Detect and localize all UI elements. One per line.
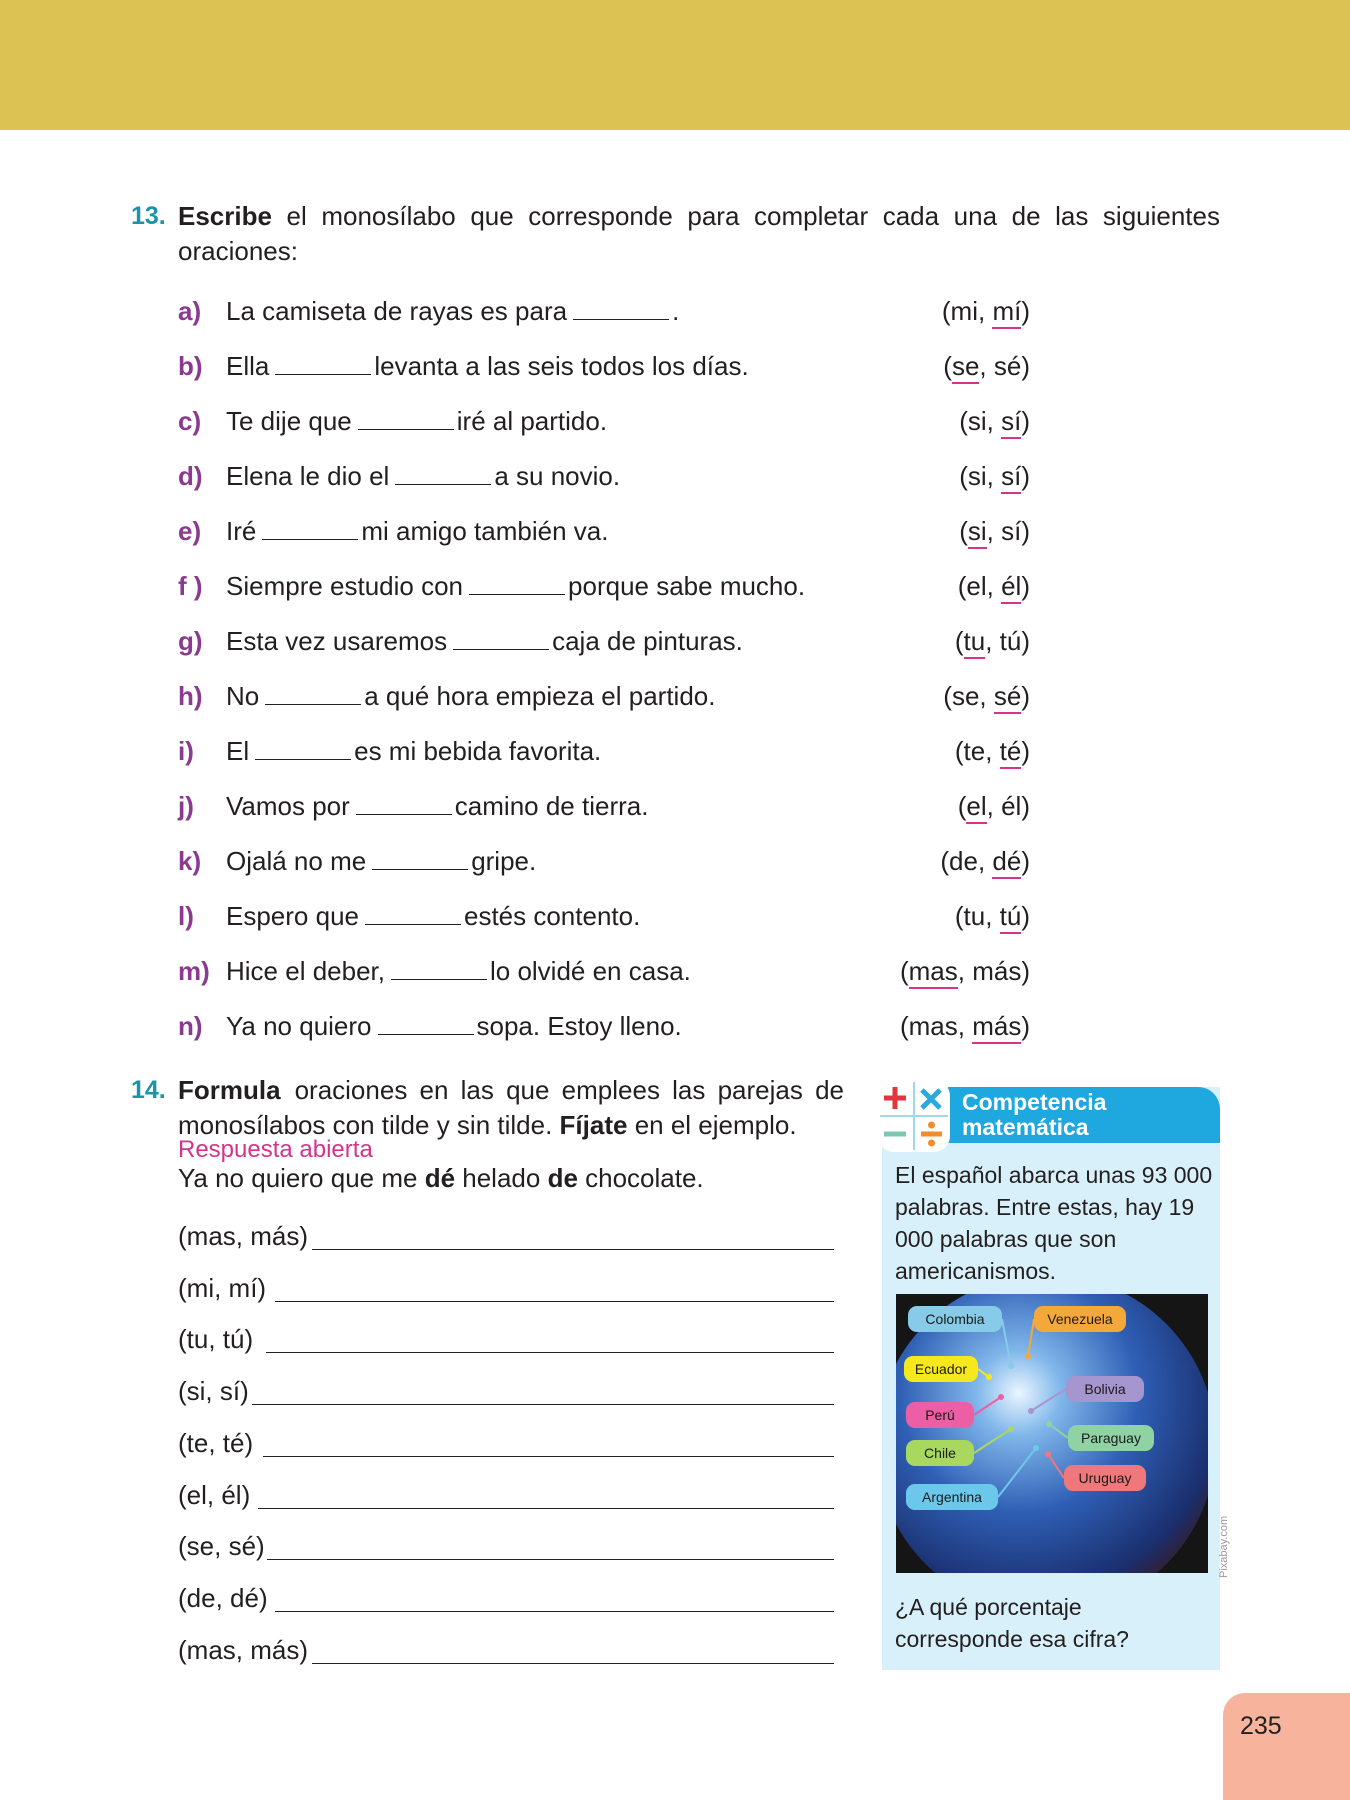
answer-line[interactable] (252, 1404, 834, 1405)
answer-line[interactable] (266, 1352, 834, 1353)
item-text-after: porque sabe mucho. (568, 571, 806, 601)
globe-image (896, 1294, 1208, 1573)
item-letter: b) (178, 351, 203, 381)
item-letter: d) (178, 461, 203, 491)
arrow-head (1045, 1451, 1051, 1457)
item-text-after: sopa. Estoy lleno. (476, 1011, 682, 1041)
pair-label: (mas, más) (178, 1634, 308, 1665)
pair-label: (tu, tú) (178, 1324, 254, 1355)
item-sentence (226, 351, 749, 382)
item-options: (si, sí) (959, 461, 1030, 492)
answer-blank[interactable] (391, 957, 487, 980)
item-letter: c) (178, 406, 202, 436)
item-text-before: Vamos por (226, 791, 350, 821)
exercise-13-item (178, 351, 1030, 391)
exercise-13-item (178, 461, 1030, 501)
option-1: se (951, 681, 980, 711)
item-text-after: caja de pinturas. (552, 626, 743, 656)
answer-blank[interactable] (275, 352, 371, 375)
answer-line[interactable] (263, 1456, 834, 1457)
answer-blank[interactable] (255, 737, 351, 760)
item-text-before: Esta vez usaremos (226, 626, 448, 656)
arrow-head (1008, 1363, 1014, 1369)
country-name: Bolivia (1084, 1381, 1126, 1397)
option-1: tu (963, 901, 986, 931)
item-options: (si, sí) (959, 406, 1030, 437)
item-options: (mas, más) (900, 956, 1030, 987)
answer-line[interactable] (275, 1301, 834, 1302)
item-options: (el, él) (958, 571, 1030, 602)
pair-label: (mi, mí) (178, 1272, 267, 1303)
option-2: tú (1000, 901, 1022, 934)
arrow-head (1046, 1421, 1052, 1427)
option-2: sé (993, 351, 1022, 381)
item-text-after: a su novio. (494, 461, 621, 491)
exercise-13-item (178, 1011, 1030, 1051)
page-number: 235 (1240, 1712, 1282, 1740)
answer-blank[interactable] (358, 407, 454, 430)
item-options: (tu, tú) (955, 626, 1030, 657)
item-options: (tu, tú) (955, 901, 1030, 932)
exercise-13-item (178, 681, 1030, 721)
option-1: si (968, 516, 987, 549)
item-letter: j) (178, 791, 194, 821)
item-text-after: a qué hora empieza el partido. (364, 681, 716, 711)
pair-label: (se, sé) (178, 1531, 265, 1562)
item-text-before: Te dije que (226, 406, 352, 436)
competencia-title-line-1: Competencia (962, 1089, 1107, 1115)
item-letter: m) (178, 956, 210, 986)
answer-line[interactable] (312, 1249, 834, 1250)
exercise-13-item (178, 956, 1030, 996)
item-sentence (226, 516, 608, 547)
exercise-14-text-1: oraciones en las que emplees las parejas de (294, 1075, 844, 1105)
answer-blank[interactable] (378, 1012, 474, 1035)
exercise-14-text-2: monosílabos con tilde y sin tilde. (178, 1110, 553, 1140)
answer-line[interactable] (267, 1559, 834, 1560)
pair-label: (de, dé) (178, 1582, 268, 1613)
item-options: (si, sí) (959, 516, 1030, 547)
country-name: Chile (924, 1445, 956, 1461)
option-2: más (972, 956, 1022, 986)
answer-line[interactable] (312, 1663, 834, 1664)
item-text-before: Elena le dio el (226, 461, 390, 491)
option-1: tu (964, 626, 986, 659)
exercise-13-number: 13. (131, 202, 166, 230)
answer-blank[interactable] (372, 847, 468, 870)
item-sentence (226, 791, 648, 822)
item-text-after: mi amigo también va. (361, 516, 609, 546)
item-sentence (226, 571, 805, 602)
item-sentence (226, 1011, 682, 1042)
item-text-after: lo olvidé en casa. (489, 956, 691, 986)
option-2: sé (994, 681, 1021, 714)
answer-blank[interactable] (262, 517, 358, 540)
arrow-head (1008, 1426, 1014, 1432)
item-letter: a) (178, 296, 202, 326)
page-number-tab (1223, 1693, 1350, 1800)
example-part: helado (455, 1163, 548, 1193)
exercise-13-item (178, 296, 1030, 336)
option-2: té (1000, 736, 1022, 769)
response-note: Respuesta abierta (178, 1136, 373, 1163)
example-bold-de-accent: dé (424, 1163, 456, 1193)
item-options: (el, él) (958, 791, 1030, 822)
option-2: sí (1001, 461, 1021, 494)
option-1: mas (908, 1011, 958, 1041)
item-options: (mi, mí) (942, 296, 1030, 327)
exercise-13-item (178, 846, 1030, 886)
option-1: mas (909, 956, 958, 989)
item-options: (se, sé) (943, 681, 1030, 712)
arrow-head (1033, 1445, 1039, 1451)
pair-label: (mas, más) (178, 1221, 308, 1251)
exercise-13-item (178, 571, 1030, 611)
example-part: Ya no quiero que me (178, 1163, 425, 1193)
answer-blank[interactable] (469, 572, 565, 595)
option-1: el (966, 571, 987, 601)
answer-blank[interactable] (395, 462, 491, 485)
exercise-14-verb: Formula (178, 1075, 281, 1105)
item-text-after: gripe. (471, 846, 537, 876)
header-band (0, 0, 1350, 130)
option-1: te (963, 736, 986, 766)
exercise-13-item (178, 516, 1030, 556)
pair-label: (te, té) (178, 1427, 254, 1458)
item-text-after: es mi bebida favorita. (354, 736, 602, 766)
item-sentence (226, 681, 715, 712)
item-sentence (226, 461, 620, 492)
item-sentence (226, 296, 679, 327)
item-text-before: Ojalá no me (226, 846, 367, 876)
item-text-before: Siempre estudio con (226, 571, 464, 601)
competencia-text: El español abarca unas 93 000 palabras. Entre estas, hay 19 000 palabras que son americanismos. (895, 1162, 1213, 1284)
item-text-after: levanta a las seis todos los días. (374, 351, 749, 381)
exercise-13-item (178, 901, 1030, 941)
option-2: tú (999, 626, 1022, 656)
item-sentence (226, 956, 691, 987)
competencia-title (962, 1090, 1106, 1140)
exercise-14-text-3: en el ejemplo. (634, 1110, 797, 1140)
item-letter: e) (178, 516, 202, 546)
country-name: Uruguay (1078, 1470, 1132, 1486)
globe-illustration (896, 1294, 1208, 1573)
item-text-after: estés contento. (463, 901, 641, 931)
exercise-14-instruction (178, 1073, 844, 1143)
country-name: Perú (925, 1407, 955, 1423)
pair-label: (el, él) (178, 1479, 251, 1510)
example-part: chocolate. (577, 1163, 704, 1193)
item-letter: k) (178, 846, 202, 876)
competencia-title-line-2: matemática (962, 1114, 1089, 1140)
item-letter: i) (178, 736, 194, 766)
option-2: él (1001, 571, 1021, 604)
item-options: (se, sé) (943, 351, 1030, 382)
math-operations-icon (876, 1078, 952, 1154)
country-name: Colombia (925, 1311, 985, 1327)
item-text-before: El (226, 736, 250, 766)
arrow-head (1028, 1408, 1034, 1414)
exercise-13-instruction (178, 199, 1220, 269)
item-text-before: La camiseta de rayas es para (226, 296, 568, 326)
answer-line[interactable] (275, 1611, 834, 1612)
exercise-13-item (178, 736, 1030, 776)
item-text-before: Iré (226, 516, 257, 546)
exercise-13-text: el monosílabo que corresponde para completar cada una de las siguientes oraciones: (178, 201, 1220, 266)
item-text-before: Ella (226, 351, 270, 381)
exercise-14-number: 14. (131, 1076, 166, 1104)
answer-blank[interactable] (365, 902, 461, 925)
exercise-13-verb: Escribe (178, 201, 272, 231)
item-letter: n) (178, 1011, 203, 1041)
item-sentence (226, 901, 640, 932)
option-1: si (967, 461, 987, 491)
exercise-13-item (178, 791, 1030, 831)
item-options: (mas, más) (900, 1011, 1030, 1042)
option-2: sí (1001, 406, 1021, 439)
option-1: se (952, 351, 979, 384)
example-sentence (178, 1163, 704, 1194)
option-1: mi (950, 296, 978, 326)
country-name: Paraguay (1081, 1430, 1141, 1446)
country-name: Venezuela (1047, 1311, 1113, 1327)
item-sentence (226, 846, 536, 877)
answer-blank[interactable] (265, 682, 361, 705)
exercise-14-verb-2: Fíjate (559, 1110, 628, 1140)
competencia-question: ¿A qué porcentaje corresponde esa cifra? (895, 1594, 1129, 1652)
item-sentence (226, 406, 607, 437)
item-text-before: Ya no quiero (226, 1011, 372, 1041)
answer-blank[interactable] (356, 792, 452, 815)
item-sentence (226, 736, 601, 767)
item-sentence (226, 626, 743, 657)
example-bold-de: de (547, 1163, 578, 1193)
option-2: sí (1001, 516, 1022, 546)
item-text-after: camino de tierra. (454, 791, 649, 821)
pair-label: (si, sí) (178, 1376, 249, 1407)
item-options: (te, té) (955, 736, 1030, 767)
answer-line[interactable] (258, 1508, 834, 1509)
answer-blank[interactable] (453, 627, 549, 650)
exercise-13-item (178, 406, 1030, 446)
option-2: dé (992, 846, 1021, 879)
arrow-head (998, 1394, 1004, 1400)
item-letter: f ) (178, 571, 203, 601)
option-1: de (949, 846, 978, 876)
answer-blank[interactable] (573, 297, 669, 320)
item-text-after: . (672, 296, 680, 326)
item-text-before: No (226, 681, 260, 711)
option-2: él (1001, 791, 1022, 821)
exercise-13-item (178, 626, 1030, 666)
item-text-before: Espero que (226, 901, 359, 931)
item-letter: g) (178, 626, 203, 656)
item-text-before: Hice el deber, (226, 956, 385, 986)
option-1: si (967, 406, 987, 436)
arrow-head (986, 1374, 992, 1380)
image-credit: Pixabay.com (1218, 1515, 1230, 1578)
arrow-head (1025, 1353, 1031, 1359)
option-1: el (966, 791, 986, 824)
item-letter: h) (178, 681, 203, 711)
item-options: (de, dé) (940, 846, 1030, 877)
item-text-after: iré al partido. (456, 406, 608, 436)
country-name: Ecuador (914, 1361, 968, 1377)
option-2: más (972, 1011, 1021, 1044)
item-letter: l) (178, 901, 194, 931)
option-2: mí (992, 296, 1021, 329)
country-name: Argentina (922, 1489, 982, 1505)
